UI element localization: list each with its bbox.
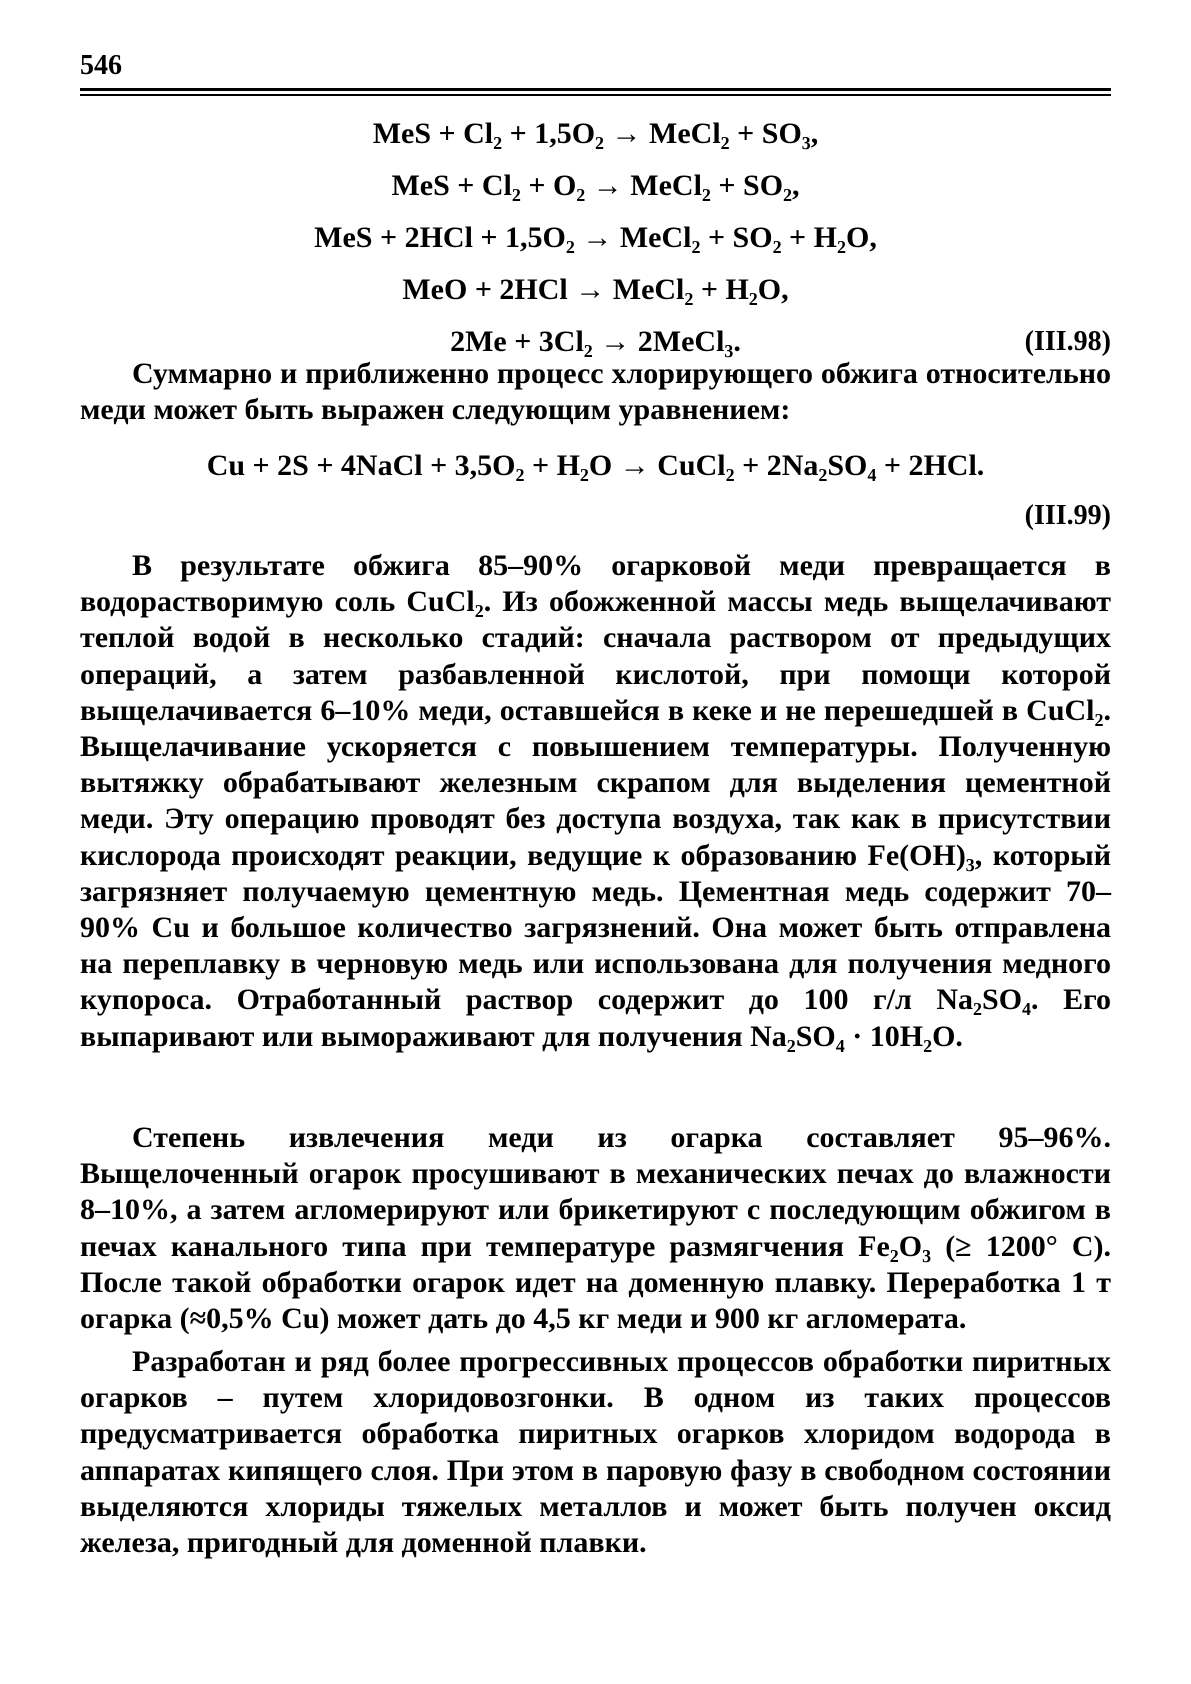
equation-text: MeO + 2HCl → MeCl₂ + H₂O, bbox=[402, 273, 789, 306]
equation-line bbox=[80, 212, 1111, 264]
equation-text: 2Me + 3Cl₂ → 2MeCl₃. bbox=[450, 325, 741, 358]
page-number: 546 bbox=[80, 50, 122, 81]
equation-text: MeS + 2HCl + 1,5O₂ → MeCl₂ + SO₂ + H₂O, bbox=[314, 221, 877, 254]
paragraph-leaching: В результате обжига 85–90% огарковой меди превращается в водорастворимую соль CuCl₂. Из обожженной массы медь выщелачивают теплой водой в несколько стадий: сначала раствором от предыдущих операций, а затем разбавленной кислотой, при помощи которой выщелачивается 6–10% меди, оставшейся в кеке и не перешедшей в CuCl₂. Выщелачивание ускоряется с повышением температуры. Полученную вытяжку обрабатывают железным скрапом для выделения цементной меди. Эту операцию проводят без доступа воздуха, так как в присутствии кислорода происходят реакции, ведущие к образованию Fe(OH)₃, который загрязняет получаемую цементную медь. Цементная медь содержит 70–90% Cu и большое количество загрязнений. Она может быть отправлена на переплавку в черновую медь или использована для получения медного купороса. Отработанный раствор содержит до 100 г/л Na₂SO₄. Его выпаривают или вымораживают для получения Na₂SO₄ · 10H₂O. bbox=[80, 549, 1111, 1053]
equation-block-99 bbox=[80, 444, 1111, 538]
paragraph-extraction: Степень извлечения меди из огарка составляет 95–96%. Выщелоченный огарок просушивают в механических печах до влажности 8–10%, а затем агломерируют или брикетируют с последующим обжигом в печах канального типа при температуре размягчения Fe₂O₃ (≥ 1200° C). После такой обработки огарок идет на доменную плавку. Переработка 1 т огарка (≈0,5% Cu) может дать до 4,5 кг меди и 900 кг агломерата. bbox=[80, 1121, 1111, 1336]
header-rule-thin bbox=[80, 94, 1111, 96]
equation-text: Cu + 2S + 4NaCl + 3,5O₂ + H₂O → CuCl₂ + 2Na₂SO₄ + 2HCl. bbox=[206, 449, 985, 482]
equation-number: (III.98) bbox=[1024, 326, 1111, 357]
equation-line bbox=[80, 264, 1111, 316]
equation-text: MeS + Cl₂ + 1,5O₂ → MeCl₂ + SO₃, bbox=[372, 117, 819, 150]
paragraph-summary: Суммарно и приближенно процесс хлорирующего обжига относительно меди может быть выражен следующим уравнением: bbox=[80, 357, 1111, 427]
equation-line bbox=[80, 160, 1111, 212]
paragraph-chloride-volatilization: Разработан и ряд более прогрессивных процессов обработки пиритных огарков – путем хлоридовозгонки. В одном из таких процессов предусматривается обработка пиритных огарков хлоридом водорода в аппаратах кипящего слоя. При этом в паровую фазу в свободном состоянии выделяются хлориды тяжелых металлов и может быть получен оксид железа, пригодный для доменной плавки. bbox=[80, 1345, 1111, 1560]
equation-block-98 bbox=[80, 108, 1111, 368]
equation-text: MeS + Cl₂ + O₂ → MeCl₂ + SO₂, bbox=[391, 169, 800, 202]
equation-line bbox=[80, 108, 1111, 160]
equation-number: (III.99) bbox=[1024, 500, 1111, 531]
header-rule-thick bbox=[80, 88, 1111, 91]
